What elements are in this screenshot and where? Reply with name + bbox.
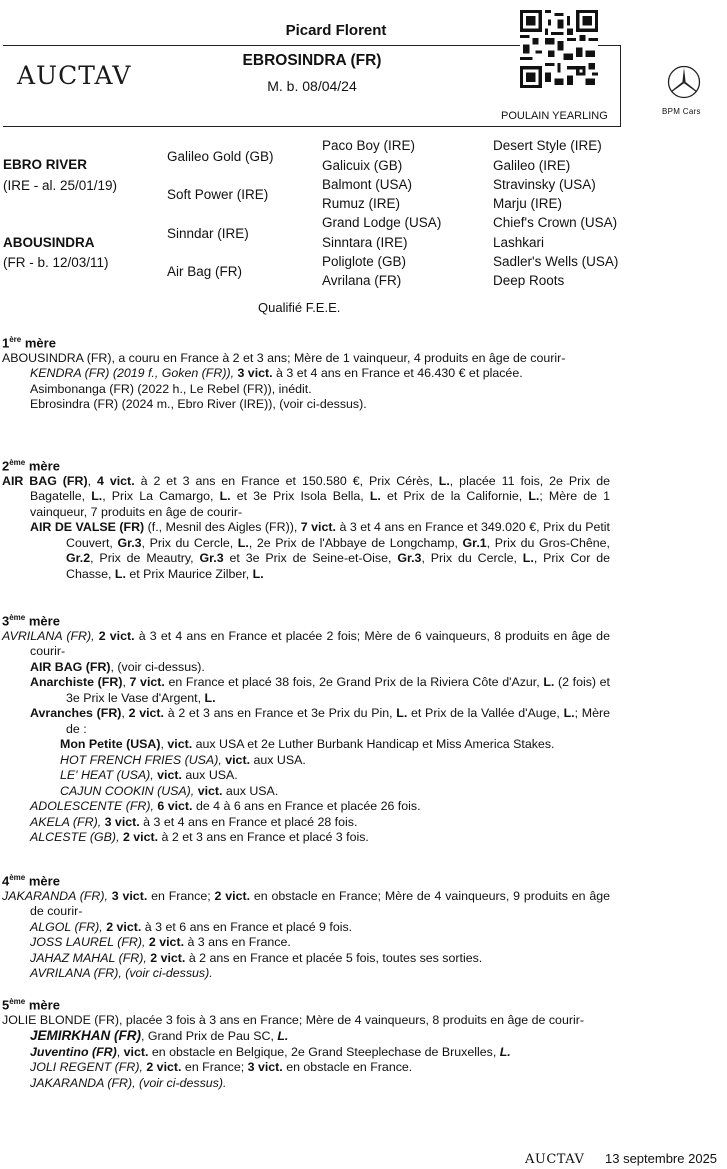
produce-entry: CAJUN COOKIN (USA), vict. aux USA. bbox=[60, 783, 279, 798]
dam-entry: JOLIE BLONDE (FR), placée 3 fois à 3 ans en France; Mère de 4 vainqueurs, 8 produits en âge de courir- bbox=[2, 1012, 584, 1027]
section-heading: 3ème mère bbox=[2, 613, 60, 629]
pedigree-gen4: Chief's Crown (USA) bbox=[493, 215, 618, 230]
pedigree-gen2: Soft Power (IRE) bbox=[167, 187, 269, 202]
pedigree-gen3: Poliglote (GB) bbox=[322, 254, 407, 269]
dam-name: ABOUSINDRA bbox=[3, 235, 95, 250]
produce-entry: Mon Petite (USA), vict. aux USA et 2e Luther Burbank Handicap et Miss America Stakes. bbox=[60, 737, 555, 752]
pedigree-gen3: Paco Boy (IRE) bbox=[322, 138, 416, 153]
horse-meta: M. b. 08/04/24 bbox=[267, 78, 357, 94]
qualification-note: Qualifié F.E.E. bbox=[258, 300, 341, 315]
pedigree-gen4: Desert Style (IRE) bbox=[493, 138, 602, 153]
produce-entry: JAHAZ MAHAL (FR), 2 vict. à 2 ans en France et placée 5 fois, toutes ses sorties. bbox=[30, 950, 483, 965]
footer-logo: AUCTAV bbox=[525, 1152, 585, 1167]
sponsor-label: BPM Cars bbox=[662, 107, 701, 116]
pedigree-gen3: Grand Lodge (USA) bbox=[322, 215, 442, 230]
produce-entry: JOLI REGENT (FR), 2 vict. en France; 3 vict. en obstacle en France. bbox=[30, 1060, 413, 1075]
pedigree-gen4: Marju (IRE) bbox=[493, 196, 563, 211]
pedigree-gen4: Galileo (IRE) bbox=[493, 158, 571, 173]
produce-entry: ADOLESCENTE (FR), 6 vict. de 4 à 6 ans en France et placée 26 fois. bbox=[30, 799, 421, 814]
pedigree-gen3: Rumuz (IRE) bbox=[322, 196, 401, 211]
produce-entry: Anarchiste (FR), 7 vict. en France et placé 38 fois, 2e Grand Prix de la Riviera Côte d'Azur, L. (2 fois) et 3e Prix le Vase d'Argent, L. bbox=[30, 675, 610, 705]
footer-date: 13 septembre 2025 bbox=[605, 1151, 718, 1166]
produce-entry: ALCESTE (GB), 2 vict. à 2 et 3 ans en France et placé 3 fois. bbox=[30, 830, 369, 845]
section-heading: 5ème mère bbox=[2, 997, 60, 1013]
produce-entry: Asimbonanga (FR) (2022 h., Le Rebel (FR)), inédit. bbox=[30, 381, 312, 396]
section-heading: 2ème mère bbox=[2, 458, 60, 474]
seller-name: Picard Florent bbox=[285, 22, 387, 39]
pedigree-gen4: Lashkari bbox=[493, 235, 545, 250]
dam-entry: AVRILANA (FR), 2 vict. à 3 et 4 ans en France et placée 2 fois; Mère de 6 vainqueurs, 8 produits en âge de courir- bbox=[2, 628, 610, 659]
section-fourth-dam bbox=[2, 870, 610, 982]
produce-entry: AKELA (FR), 3 vict. à 3 et 4 ans en France et placé 28 fois. bbox=[30, 814, 358, 829]
mercedes-star-icon bbox=[667, 65, 701, 99]
pedigree-gen2: Galileo Gold (GB) bbox=[167, 149, 274, 164]
pedigree-gen4: Sadler's Wells (USA) bbox=[493, 254, 619, 269]
qr-code-icon[interactable] bbox=[520, 10, 598, 88]
pedigree-gen2: Air Bag (FR) bbox=[167, 264, 243, 279]
pedigree-gen3: Balmont (USA) bbox=[322, 177, 413, 192]
section-heading: 4ème mère bbox=[2, 873, 60, 889]
section-fifth-dam bbox=[2, 994, 610, 1091]
dam-info: (FR - b. 12/03/11) bbox=[3, 255, 109, 270]
category-label: POULAIN YEARLING bbox=[501, 110, 608, 122]
produce-entry: AVRILANA (FR), (voir ci-dessus). bbox=[30, 966, 213, 981]
produce-entry: JOSS LAUREL (FR), 2 vict. à 3 ans en France. bbox=[30, 935, 291, 950]
pedigree-gen2: Sinndar (IRE) bbox=[167, 226, 249, 241]
sire-info: (IRE - al. 25/01/19) bbox=[3, 178, 118, 193]
dam-entry: AIR BAG (FR), 4 vict. à 2 et 3 ans en France et 150.580 €, Prix Cérès, L., placée 11 fois, 2e Prix de Bagatelle, L., Prix La Camargo, L. et 3e Prix Isola Bella, L. et Prix de la Californie, L.; Mère de 1 vainqueur, 7 produits en âge de courir- bbox=[2, 473, 610, 519]
section-second-dam bbox=[2, 455, 610, 582]
produce-entry: Avranches (FR), 2 vict. à 2 et 3 ans en France et 3e Prix du Pin, L. et Prix de la Vallée d'Auge, L.; Mère de : bbox=[30, 706, 611, 736]
pedigree-gen4: Deep Roots bbox=[493, 273, 565, 288]
produce-entry: HOT FRENCH FRIES (USA), vict. aux USA. bbox=[60, 752, 306, 767]
auctav-logo: AUCTAV bbox=[17, 61, 132, 90]
produce-entry: KENDRA (FR) (2019 f., Goken (FR)), 3 vict. à 3 et 4 ans en France et 46.430 € et placée. bbox=[30, 366, 523, 381]
produce-entry: ALGOL (FR), 2 vict. à 3 et 6 ans en France et placé 9 fois. bbox=[30, 919, 353, 934]
produce-entry: LE' HEAT (USA), vict. aux USA. bbox=[60, 768, 238, 783]
produce-entry: Ebrosindra (FR) (2024 m., Ebro River (IRE)), (voir ci-dessus). bbox=[30, 397, 367, 412]
produce-entry: AIR DE VALSE (FR) (f., Mesnil des Aigles (FR)), 7 vict. à 3 et 4 ans en France et 349.020 €, Prix du Petit Couvert, Gr.3, Prix du Cercle, L., 2e Prix de l'Abbaye de Longchamp, Gr.1, Prix du Gros-Chêne, Gr.2, Prix de Meautry, Gr.3 et 3e Prix de Seine-et-Oise, Gr.3, Prix du Cercle, L., Prix Cor de Chasse, L. et Prix Maurice Zilber, L. bbox=[30, 520, 610, 581]
produce-entry: JAKARANDA (FR), (voir ci-dessus). bbox=[30, 1075, 227, 1090]
produce-entry: Juventino (FR), vict. en obstacle en Belgique, 2e Grand Steeplechase de Bruxelles, L. bbox=[30, 1044, 511, 1059]
section-first-dam bbox=[2, 332, 610, 413]
produce-entry: JEMIRKHAN (FR), Grand Prix de Pau SC, L. bbox=[30, 1028, 289, 1044]
dam-entry: JAKARANDA (FR), 3 vict. en France; 2 vict. en obstacle en France; Mère de 4 vainqueurs, 9 produits en âge de courir- bbox=[2, 888, 610, 919]
sire-name: EBRO RIVER bbox=[3, 157, 88, 172]
horse-name: EBROSINDRA (FR) bbox=[242, 52, 382, 69]
pedigree-gen4: Stravinsky (USA) bbox=[493, 177, 596, 192]
section-heading: 1ère mère bbox=[2, 335, 56, 351]
pedigree-gen3: Sinntara (IRE) bbox=[322, 235, 408, 250]
produce-entry: AIR BAG (FR), (voir ci-dessus). bbox=[30, 659, 205, 674]
pedigree-gen3: Avrilana (FR) bbox=[322, 273, 402, 288]
dam-entry: ABOUSINDRA (FR), a couru en France à 2 et 3 ans; Mère de 1 vainqueur, 4 produits en âge de courir- bbox=[2, 350, 566, 365]
section-third-dam bbox=[2, 610, 610, 846]
pedigree-gen3: Galicuix (GB) bbox=[322, 158, 403, 173]
